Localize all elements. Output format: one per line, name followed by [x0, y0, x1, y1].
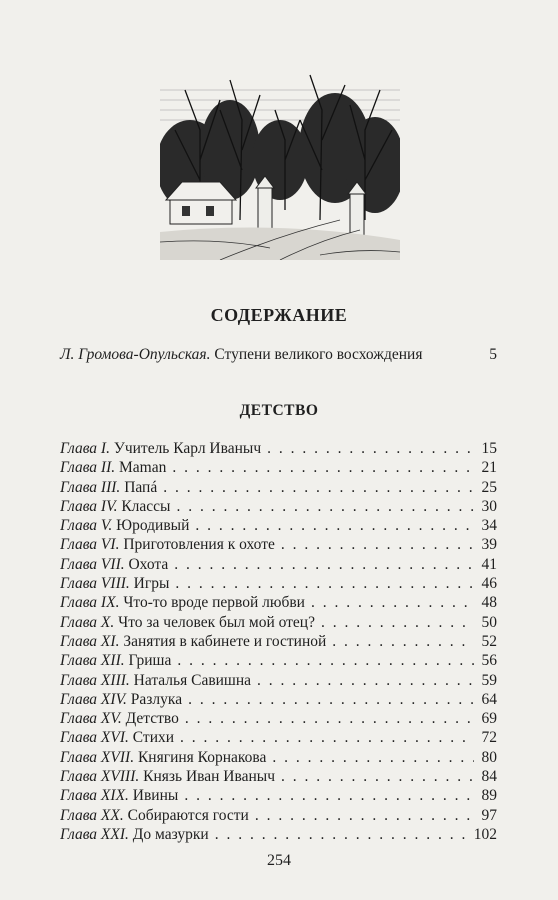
- chapter-label: Глава XX.: [60, 806, 124, 824]
- dot-leader: [163, 479, 474, 497]
- toc-entry: [60, 498, 497, 517]
- chapter-title: Охота: [128, 555, 169, 573]
- chapter-label: Глава XVII.: [60, 748, 135, 766]
- intro-page: 5: [489, 346, 497, 363]
- toc-entry: [60, 440, 497, 459]
- toc-entry: [60, 749, 497, 768]
- chapter-page: 48: [481, 594, 497, 612]
- chapter-label: Глава XI.: [60, 632, 120, 650]
- chapter-title: Maman: [119, 459, 167, 477]
- chapter-label: Глава XIV.: [60, 690, 127, 708]
- dot-leader: [332, 633, 474, 651]
- chapter-label: Глава XIX.: [60, 787, 129, 805]
- dot-leader: [185, 710, 474, 728]
- toc-entry: [60, 691, 497, 710]
- manor-engraving: [160, 70, 400, 260]
- chapter-title: Приготовления к охоте: [123, 536, 275, 554]
- dot-leader: [176, 498, 474, 516]
- chapter-title: Юродивый: [116, 517, 190, 535]
- dot-leader: [281, 768, 474, 786]
- toc-entry: [60, 594, 497, 613]
- dot-leader: [174, 556, 474, 574]
- chapter-label: Глава III.: [60, 478, 121, 496]
- intro-author: Л. Громова-Опульская.: [60, 346, 211, 363]
- chapter-title: Классы: [121, 497, 171, 515]
- dot-leader: [172, 459, 474, 477]
- toc-entry: [60, 672, 497, 691]
- chapter-label: Глава VII.: [60, 555, 125, 573]
- toc-entry: [60, 729, 497, 748]
- chapter-title: Папá: [124, 478, 158, 496]
- chapter-page: 97: [481, 806, 497, 824]
- toc-entry: [60, 459, 497, 478]
- toc-entry: [60, 479, 497, 498]
- toc-entry: [60, 614, 497, 633]
- chapter-title: Игры: [133, 575, 170, 593]
- chapter-label: Глава XXI.: [60, 825, 129, 843]
- dot-leader: [311, 594, 474, 612]
- dot-leader: [184, 787, 474, 805]
- chapter-label: Глава IX.: [60, 594, 120, 612]
- chapter-title: Учитель Карл Иваныч: [113, 440, 262, 457]
- toc-entry: [60, 575, 497, 594]
- chapter-page: 56: [481, 652, 497, 670]
- dot-leader: [177, 652, 474, 670]
- chapter-label: Глава V.: [60, 517, 113, 535]
- intro-title: Ступени великого восхождения: [214, 346, 423, 363]
- chapter-page: 102: [473, 825, 497, 843]
- toc-entry: [60, 556, 497, 575]
- chapter-page: 69: [481, 710, 497, 728]
- toc-intro-entry: [60, 346, 497, 364]
- dot-leader: [175, 575, 474, 593]
- toc-entry: [60, 710, 497, 729]
- chapter-list: [60, 440, 497, 845]
- contents-heading: СОДЕРЖАНИЕ: [210, 305, 348, 325]
- chapter-title: Наталья Савишна: [133, 671, 252, 689]
- chapter-title: Разлука: [130, 690, 183, 708]
- dot-leader: [321, 614, 474, 632]
- chapter-label: Глава XV.: [60, 710, 122, 728]
- chapter-page: 84: [481, 768, 497, 786]
- page-number: 254: [267, 852, 291, 869]
- chapter-label: Глава XVI.: [60, 729, 129, 747]
- chapter-label: Глава XIII.: [60, 671, 130, 689]
- chapter-title: Ивины: [132, 787, 179, 805]
- toc-entry: [60, 633, 497, 652]
- chapter-title: Что за человек был мой отец?: [118, 613, 315, 631]
- toc-entry: [60, 787, 497, 806]
- toc-entry: [60, 807, 497, 826]
- chapter-title: До мазурки: [132, 825, 209, 843]
- chapter-page: 64: [481, 690, 497, 708]
- chapter-label: Глава VI.: [60, 536, 120, 554]
- section-heading: ДЕТСТВО: [239, 402, 319, 419]
- chapter-label: Глава I.: [60, 440, 110, 457]
- chapter-page: 41: [481, 555, 497, 573]
- toc-entry: [60, 536, 497, 555]
- chapter-page: 21: [481, 459, 497, 477]
- chapter-label: Глава VIII.: [60, 575, 130, 593]
- chapter-label: Глава IV.: [60, 497, 118, 515]
- dot-leader: [257, 672, 474, 690]
- dot-leader: [255, 807, 474, 825]
- chapter-page: 15: [481, 440, 497, 457]
- toc-entry: [60, 826, 497, 845]
- chapter-page: 25: [481, 478, 497, 496]
- chapter-page: 80: [481, 748, 497, 766]
- toc-entry: [60, 768, 497, 787]
- chapter-title: Занятия в кабинете и гостиной: [123, 632, 327, 650]
- chapter-label: Глава II.: [60, 459, 116, 477]
- toc-entry: [60, 652, 497, 671]
- dot-leader: [272, 749, 474, 767]
- chapter-page: 46: [481, 575, 497, 593]
- chapter-title: Что-то вроде первой любви: [123, 594, 305, 612]
- toc-entry: [60, 517, 497, 536]
- dot-leader: [188, 691, 474, 709]
- dot-leader: [267, 440, 474, 458]
- chapter-page: 39: [481, 536, 497, 554]
- dot-leader: [195, 517, 474, 535]
- chapter-title: Княгиня Корнакова: [137, 748, 267, 766]
- chapter-label: Глава XVIII.: [60, 768, 140, 786]
- chapter-page: 89: [481, 787, 497, 805]
- dot-leader: [281, 536, 474, 554]
- chapter-label: Глава X.: [60, 613, 115, 631]
- dot-leader: [215, 826, 471, 844]
- chapter-page: 72: [481, 729, 497, 747]
- chapter-title: Князь Иван Иваныч: [143, 768, 275, 786]
- chapter-title: Детство: [125, 710, 179, 728]
- chapter-label: Глава XII.: [60, 652, 125, 670]
- chapter-page: 50: [481, 613, 497, 631]
- chapter-title: Стихи: [132, 729, 175, 747]
- chapter-page: 34: [481, 517, 497, 535]
- chapter-page: 30: [481, 497, 497, 515]
- chapter-page: 52: [481, 632, 497, 650]
- chapter-title: Собираются гости: [127, 806, 249, 824]
- dot-leader: [180, 729, 474, 747]
- chapter-title: Гриша: [128, 652, 172, 670]
- chapter-page: 59: [481, 671, 497, 689]
